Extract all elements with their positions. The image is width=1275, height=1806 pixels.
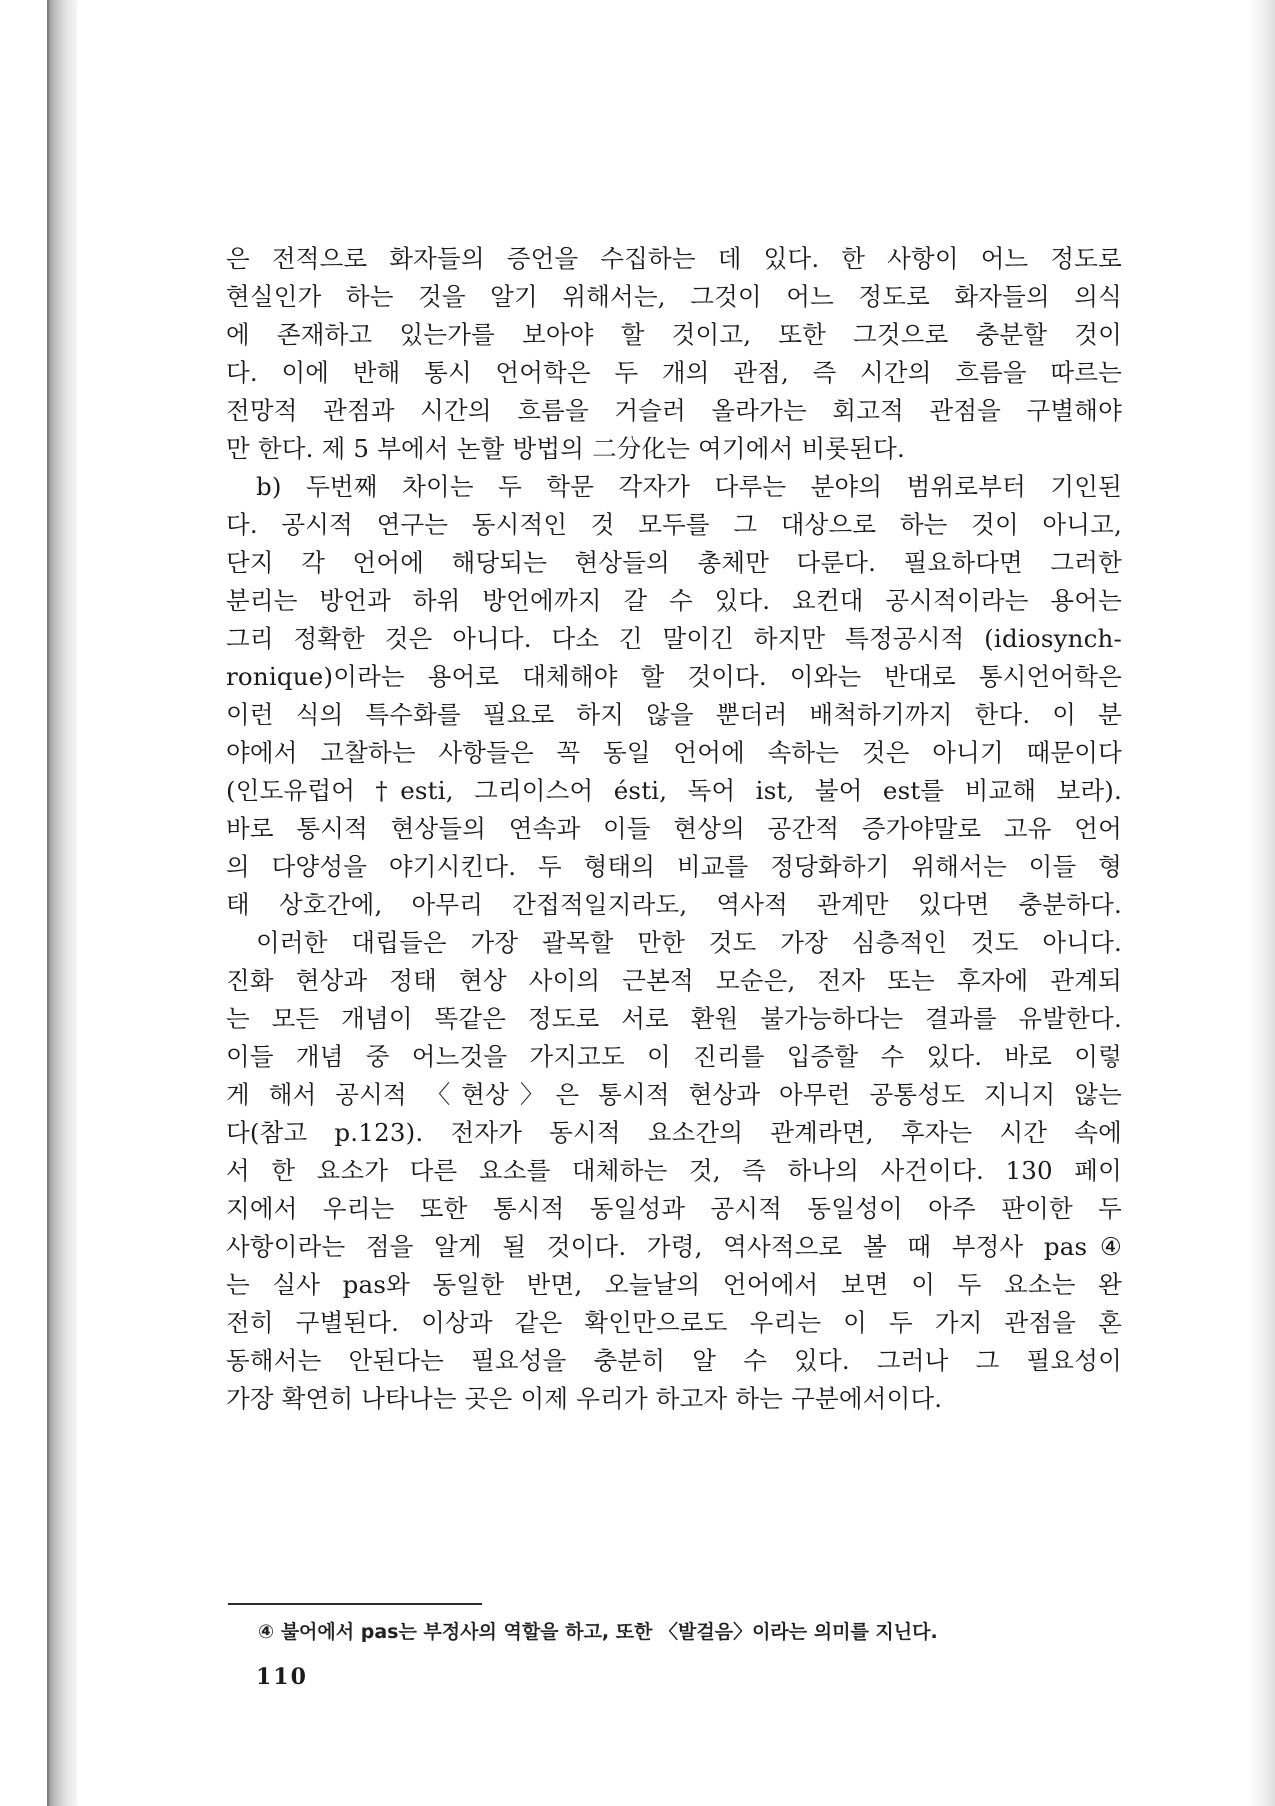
body-line: 가장 확연히 나타나는 곳은 이제 우리가 하고자 하는 구분에서이다.: [226, 1384, 943, 1413]
page-edge: [47, 0, 77, 1806]
body-line: 분리는 방언과 하위 방언에까지 갈 수 있다. 요컨대 공시적이라는 용어는: [226, 586, 1122, 615]
body-line: b) 두번째 차이는 두 학문 각자가 다루는 분야의 범위로부터 기인된: [256, 472, 1122, 501]
footnote-divider: [228, 1603, 482, 1605]
body-line: 는 실사 pas와 동일한 반면, 오늘날의 언어에서 보면 이 두 요소는 완: [226, 1270, 1122, 1299]
body-line: 이런 식의 특수화를 필요로 하지 않을 뿐더러 배척하기까지 한다. 이 분: [226, 700, 1122, 729]
body-line: 진화 현상과 정태 현상 사이의 근본적 모순은, 전자 또는 후자에 관계되: [226, 966, 1122, 995]
body-line: 에 존재하고 있는가를 보아야 할 것이고, 또한 그것으로 충분할 것이: [226, 320, 1122, 349]
page-shadow: [1247, 0, 1275, 1806]
body-line: 게 해서 공시적 〈현상〉은 통시적 현상과 아무런 공통성도 지니지 않는: [226, 1080, 1122, 1109]
body-line: 다. 이에 반해 통시 언어학은 두 개의 관점, 즉 시간의 흐름을 따르는: [226, 358, 1122, 387]
body-line: 이러한 대립들은 가장 괄목할 만한 것도 가장 심층적인 것도 아니다.: [256, 928, 1122, 957]
body-line: 단지 각 언어에 해당되는 현상들의 총체만 다룬다. 필요하다면 그러한: [226, 548, 1122, 577]
body-line: 사항이라는 점을 알게 될 것이다. 가령, 역사적으로 볼 때 부정사 pas④: [226, 1232, 1122, 1261]
body-line: 전히 구별된다. 이상과 같은 확인만으로도 우리는 이 두 가지 관점을 혼: [226, 1308, 1122, 1337]
body-line: 현실인가 하는 것을 알기 위해서는, 그것이 어느 정도로 화자들의 의식: [226, 282, 1122, 311]
body-line: 야에서 고찰하는 사항들은 꼭 동일 언어에 속하는 것은 아니기 때문이다: [226, 738, 1122, 767]
body-line: 다(참고 p.123). 전자가 동시적 요소간의 관계라면, 후자는 시간 속에: [226, 1118, 1122, 1147]
body-line: 의 다양성을 야기시킨다. 두 형태의 비교를 정당화하기 위해서는 이들 형: [226, 852, 1122, 881]
body-line: 그리 정확한 것은 아니다. 다소 긴 말이긴 하지만 특정공시적 (idiosynch-: [226, 624, 1122, 653]
body-line: 동해서는 안된다는 필요성을 충분히 알 수 있다. 그러나 그 필요성이: [226, 1346, 1122, 1375]
body-line: 서 한 요소가 다른 요소를 대체하는 것, 즉 하나의 사건이다. 130 페이: [226, 1156, 1122, 1185]
body-line: (인도유럽어 †esti, 그리이스어 ésti, 독어 ist, 불어 est를 비교해 보라).: [226, 776, 1122, 805]
body-line: 태 상호간에, 아무리 간접적일지라도, 역사적 관계만 있다면 충분하다.: [226, 890, 1122, 919]
body-line: 이들 개념 중 어느것을 가지고도 이 진리를 입증할 수 있다. 바로 이렇: [226, 1042, 1122, 1071]
body-line: 지에서 우리는 또한 통시적 동일성과 공시적 동일성이 아주 판이한 두: [226, 1194, 1122, 1223]
page-number: 110: [256, 1664, 308, 1690]
body-line: 바로 통시적 현상들의 연속과 이들 현상의 공간적 증가야말로 고유 언어: [226, 814, 1122, 843]
body-line: 다. 공시적 연구는 동시적인 것 모두를 그 대상으로 하는 것이 아니고,: [226, 510, 1122, 539]
body-line: 은 전적으로 화자들의 증언을 수집하는 데 있다. 한 사항이 어느 정도로: [226, 244, 1122, 273]
body-line: 만 한다. 제 5 부에서 논할 방법의 二分化는 여기에서 비롯된다.: [226, 434, 905, 463]
body-text: [226, 240, 1122, 1418]
body-line: ronique)이라는 용어로 대체해야 할 것이다. 이와는 반대로 통시언어학은: [226, 662, 1122, 691]
footnote: ④ 불어에서 pas는 부정사의 역할을 하고, 또한 〈발걸음〉이라는 의미를 지닌다.: [258, 1621, 938, 1643]
body-line: 전망적 관점과 시간의 흐름을 거슬러 올라가는 회고적 관점을 구별해야: [226, 396, 1122, 425]
body-line: 는 모든 개념이 똑같은 정도로 서로 환원 불가능하다는 결과를 유발한다.: [226, 1004, 1122, 1033]
